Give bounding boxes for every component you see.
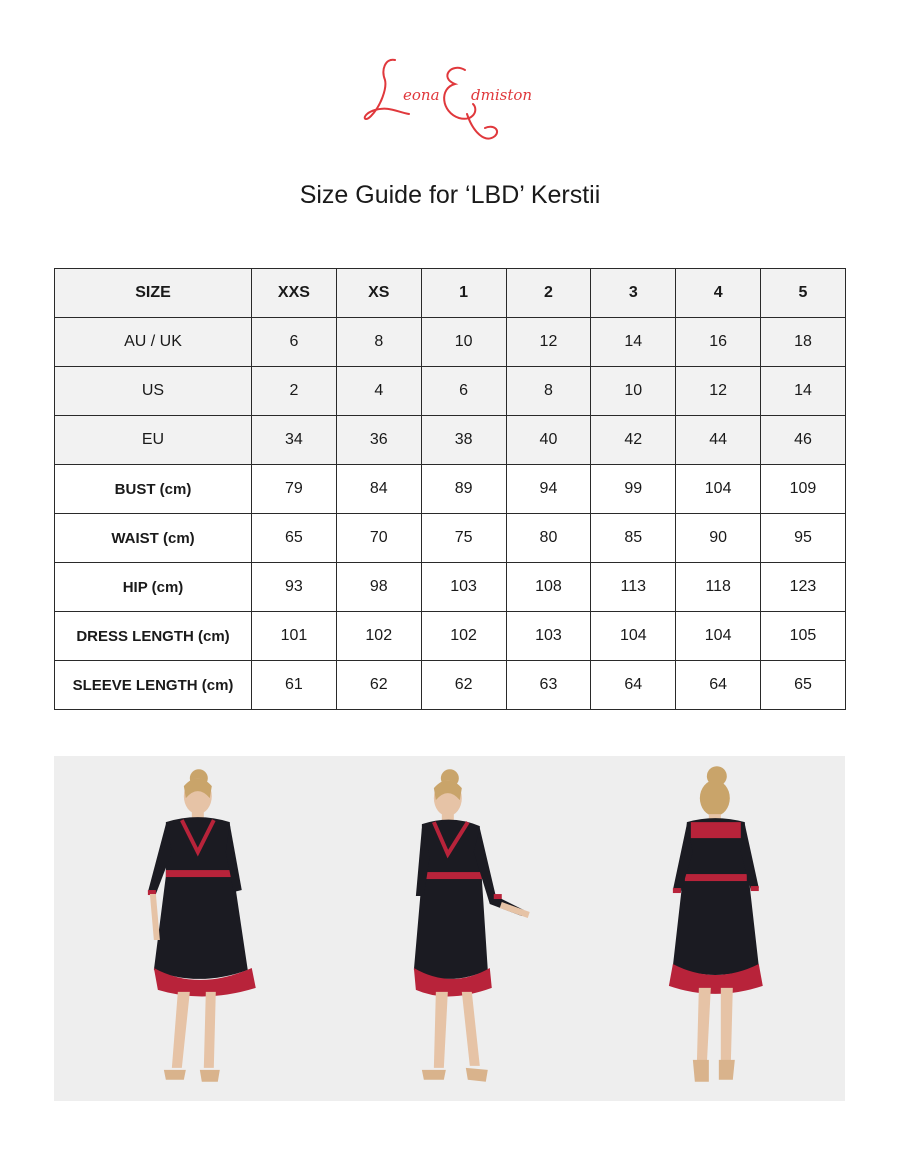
model-photo-front [54,756,318,1101]
table-cell: 109 [761,465,846,514]
table-row [55,416,846,465]
table-cell: 64 [676,661,761,710]
table-cell: 108 [506,563,591,612]
table-cell: 99 [591,465,676,514]
model-photo-side [318,756,582,1101]
table-cell: 65 [761,661,846,710]
table-cell: 104 [591,612,676,661]
table-cell: 84 [336,465,421,514]
table-cell: 8 [506,367,591,416]
table-row [55,318,846,367]
table-row [55,465,846,514]
table-cell: 38 [421,416,506,465]
table-cell: 93 [252,563,337,612]
header-cell: 2 [506,269,591,318]
row-label: HIP (cm) [55,563,252,612]
table-cell: 14 [591,318,676,367]
table-cell: 62 [421,661,506,710]
table-cell: 61 [252,661,337,710]
table-cell: 113 [591,563,676,612]
table-cell: 89 [421,465,506,514]
row-label: US [55,367,252,416]
table-cell: 62 [336,661,421,710]
model-photo-back [581,756,845,1101]
svg-text:dmiston: dmiston [471,86,533,104]
table-row [55,514,846,563]
table-cell: 42 [591,416,676,465]
header-cell: 3 [591,269,676,318]
size-table [54,268,846,710]
table-cell: 98 [336,563,421,612]
table-cell: 40 [506,416,591,465]
table-cell: 34 [252,416,337,465]
product-photos [54,756,845,1101]
table-cell: 94 [506,465,591,514]
table-row [55,367,846,416]
table-cell: 10 [421,318,506,367]
row-label: AU / UK [55,318,252,367]
table-cell: 12 [506,318,591,367]
brand-logo [355,48,545,152]
table-cell: 65 [252,514,337,563]
table-cell: 79 [252,465,337,514]
table-cell: 102 [421,612,506,661]
table-cell: 63 [506,661,591,710]
table-cell: 12 [676,367,761,416]
table-cell: 118 [676,563,761,612]
header-cell: XXS [252,269,337,318]
table-cell: 104 [676,612,761,661]
table-cell: 4 [336,367,421,416]
table-cell: 80 [506,514,591,563]
header-cell: XS [336,269,421,318]
table-cell: 6 [252,318,337,367]
table-row [55,563,846,612]
table-cell: 103 [506,612,591,661]
header-cell: SIZE [55,269,252,318]
table-cell: 8 [336,318,421,367]
table-cell: 44 [676,416,761,465]
table-cell: 36 [336,416,421,465]
table-cell: 2 [252,367,337,416]
table-header-row [55,269,846,318]
table-cell: 123 [761,563,846,612]
table-cell: 10 [591,367,676,416]
row-label: WAIST (cm) [55,514,252,563]
table-cell: 85 [591,514,676,563]
row-label: SLEEVE LENGTH (cm) [55,661,252,710]
row-label: DRESS LENGTH (cm) [55,612,252,661]
table-cell: 18 [761,318,846,367]
table-cell: 90 [676,514,761,563]
header-cell: 4 [676,269,761,318]
table-cell: 75 [421,514,506,563]
table-cell: 102 [336,612,421,661]
table-cell: 101 [252,612,337,661]
table-row [55,661,846,710]
table-row [55,612,846,661]
svg-text:eona: eona [403,86,440,104]
table-cell: 16 [676,318,761,367]
page-title: Size Guide for ‘LBD’ Kerstii [299,181,601,209]
table-cell: 95 [761,514,846,563]
table-cell: 70 [336,514,421,563]
row-label: BUST (cm) [55,465,252,514]
table-cell: 104 [676,465,761,514]
header-cell: 5 [761,269,846,318]
table-cell: 6 [421,367,506,416]
table-cell: 103 [421,563,506,612]
header-cell: 1 [421,269,506,318]
table-cell: 14 [761,367,846,416]
row-label: EU [55,416,252,465]
table-cell: 46 [761,416,846,465]
table-cell: 64 [591,661,676,710]
table-cell: 105 [761,612,846,661]
